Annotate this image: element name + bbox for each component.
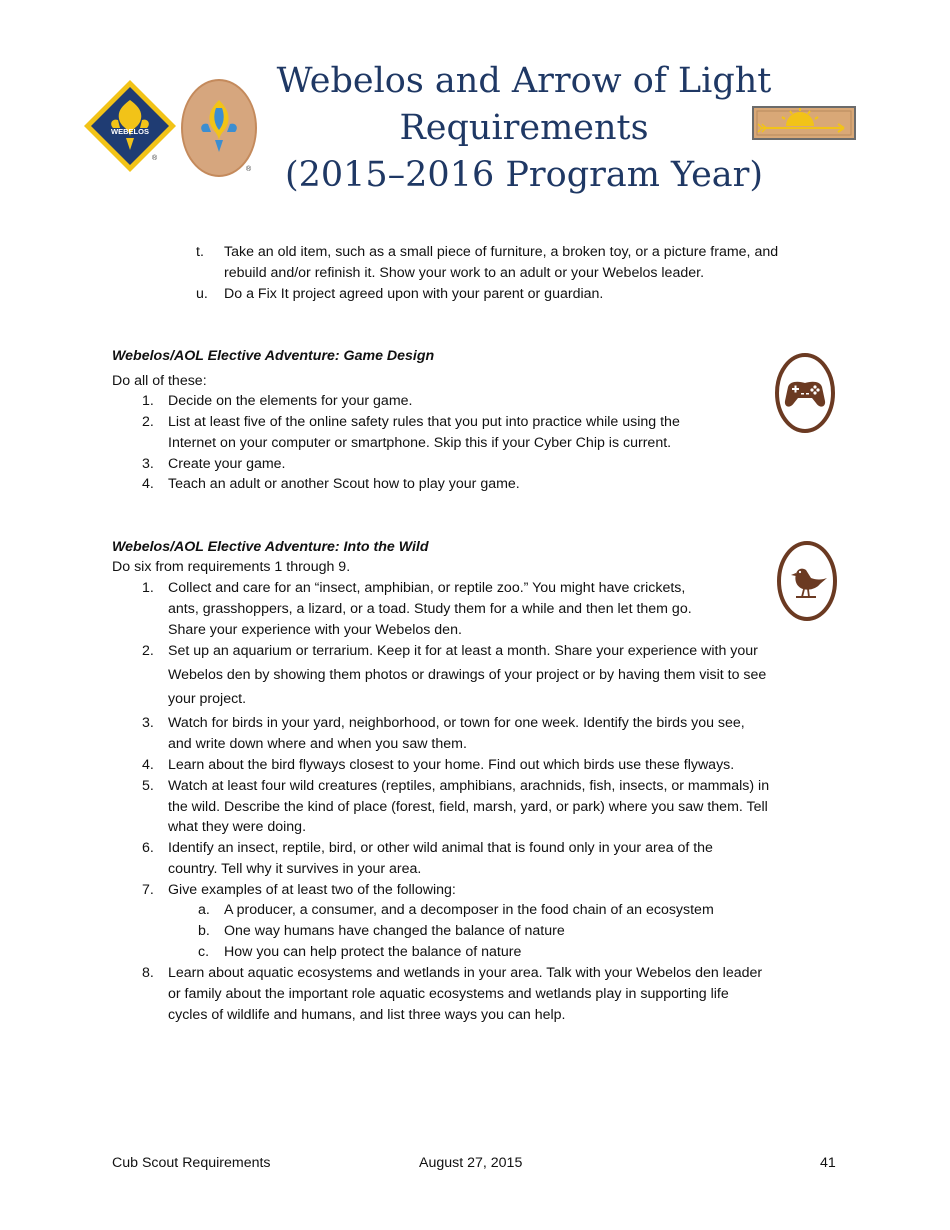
list-marker: 3. (142, 456, 154, 472)
list-item-text: country. Tell why it survives in your area. (168, 861, 422, 877)
list-item-text: your project. (168, 691, 247, 707)
list-item-text: Collect and care for an “insect, amphibian, or reptile zoo.” You might have crickets, (168, 580, 686, 596)
list-marker: 1. (142, 580, 154, 596)
arrow-of-light-badge (752, 106, 856, 140)
list-item-text: Watch at least four wild creatures (reptiles, amphibians, arachnids, fish, insects, or mammals) in (168, 778, 770, 794)
list-item-text: Create your game. (168, 456, 286, 472)
list-item-text: Do a Fix It project agreed upon with your parent or guardian. (224, 286, 604, 302)
list-marker: 1. (142, 393, 154, 409)
list-item-text: Watch for birds in your yard, neighborhood, or town for one week. Identify the birds you see, (168, 715, 745, 731)
list-item-text: Set up an aquarium or terrarium. Keep it for at least a month. Share your experience with your (168, 643, 758, 659)
list-item-text: List at least five of the online safety rules that you put into practice while using the (168, 414, 680, 430)
list-item-text: How you can help protect the balance of nature (224, 944, 522, 960)
list-marker: 4. (142, 476, 154, 492)
list-item-text: One way humans have changed the balance of nature (224, 923, 565, 939)
list-item-text: the wild. Describe the kind of place (forest, field, marsh, yard, or park) where you saw them. Tell (168, 799, 768, 815)
list-item-text: Internet on your computer or smartphone. Skip this if your Cyber Chip is current. (168, 435, 672, 451)
list-marker: a. (198, 902, 210, 918)
title-line-1: Webelos and Arrow of Light (276, 61, 772, 101)
into-the-wild-badge (776, 540, 838, 622)
list-item-text: Take an old item, such as a small piece of furniture, a broken toy, or a picture frame, and (224, 244, 779, 260)
list-marker: t. (196, 244, 204, 260)
list-item-text: or family about the important role aquatic ecosystems and wetlands play in supporting life (168, 986, 729, 1002)
section-heading-game-design: Webelos/AOL Elective Adventure: Game Design (112, 348, 435, 364)
section-intro: Do six from requirements 1 through 9. (112, 559, 351, 575)
list-marker: u. (196, 286, 208, 302)
footer-date: August 27, 2015 (419, 1155, 523, 1171)
list-item-text: what they were doing. (168, 819, 307, 835)
footer-left: Cub Scout Requirements (112, 1155, 271, 1171)
list-marker: 4. (142, 757, 154, 773)
registered-mark: ® (152, 155, 158, 162)
list-item-text: Decide on the elements for your game. (168, 393, 413, 409)
list-item-text: Webelos den by showing them photos or drawings of your project or by having them visit to see (168, 667, 767, 683)
list-marker: 7. (142, 882, 154, 898)
list-marker: 5. (142, 778, 154, 794)
title-line-2: Requirements (399, 108, 649, 148)
list-marker: 3. (142, 715, 154, 731)
list-item-text: ants, grasshoppers, a lizard, or a toad. Study them for a while and then let them go. (168, 601, 692, 617)
list-item-text: Identify an insect, reptile, bird, or other wild animal that is found only in your area of the (168, 840, 713, 856)
list-marker: b. (198, 923, 210, 939)
list-marker: 2. (142, 643, 154, 659)
list-item-text: rebuild and/or refinish it. Show your work to an adult or your Webelos leader. (224, 265, 705, 281)
list-item-text: Teach an adult or another Scout how to play your game. (168, 476, 520, 492)
footer-page-number: 41 (820, 1155, 836, 1171)
list-marker: 2. (142, 414, 154, 430)
list-item-text: and write down where and when you saw them. (168, 736, 467, 752)
section-heading-into-the-wild: Webelos/AOL Elective Adventure: Into the Wild (112, 539, 429, 555)
list-item-text: cycles of wildlife and humans, and list three ways you can help. (168, 1007, 566, 1023)
title-line-3: (2015–2016 Program Year) (284, 155, 764, 195)
registered-mark-2: ® (246, 166, 252, 173)
list-item-text: A producer, a consumer, and a decomposer in the food chain of an ecosystem (224, 902, 714, 918)
list-item-text: Learn about the bird flyways closest to your home. Find out which birds use these flyways. (168, 757, 735, 773)
list-marker: c. (198, 944, 210, 960)
section-intro: Do all of these: (112, 373, 207, 389)
list-item-text: Learn about aquatic ecosystems and wetlands in your area. Talk with your Webelos den leader (168, 965, 763, 981)
list-item-text: Give examples of at least two of the following: (168, 882, 456, 898)
list-item-text: Share your experience with your Webelos den. (168, 622, 462, 638)
list-marker: 8. (142, 965, 154, 981)
arrow-of-light-oval-logo (180, 78, 258, 178)
webelos-diamond-text: WEBELOS (111, 127, 149, 136)
game-design-badge (774, 352, 836, 434)
page-title (250, 58, 798, 199)
webelos-diamond-logo (82, 78, 178, 182)
list-marker: 6. (142, 840, 154, 856)
